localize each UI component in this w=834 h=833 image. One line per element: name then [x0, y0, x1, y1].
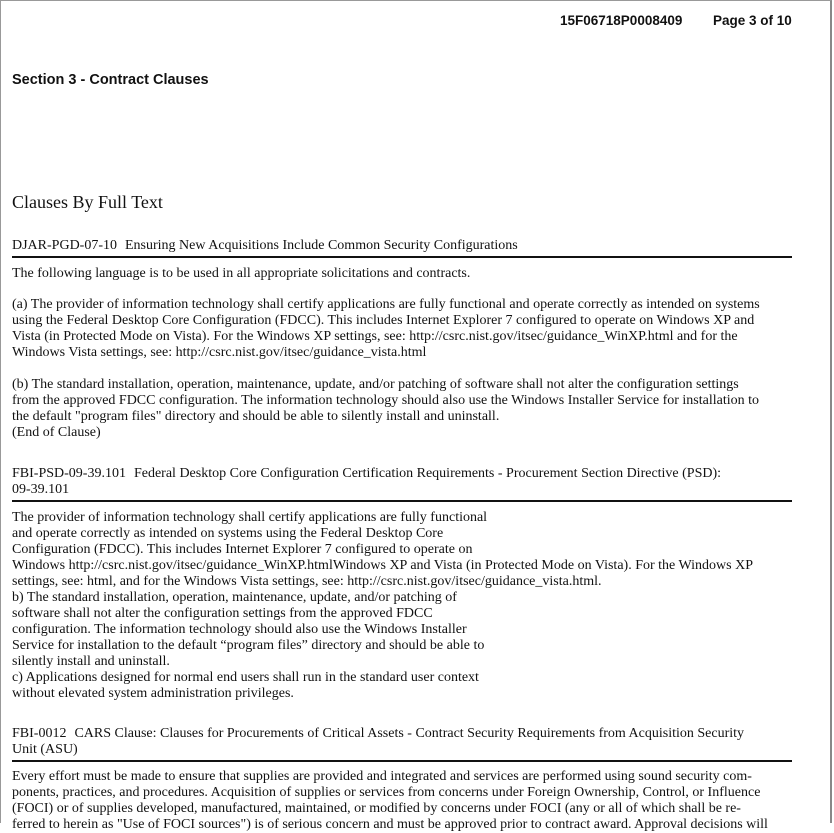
page-number: Page 3 of 10	[713, 13, 792, 28]
clause-title-continued: 09-39.101	[12, 482, 70, 497]
body-line: Configuration (FDCC). This includes Internet Explorer 7 configured to operate on	[12, 542, 473, 557]
clause-paragraph-a	[12, 297, 797, 361]
body-line: c) Applications designed for normal end users shall run in the standard user context	[12, 670, 479, 685]
body-line: Every effort must be made to ensure that supplies are provided and integrated and services are performed using sound security com-	[12, 769, 752, 784]
body-line: ferred to herein as "Use of FOCI sources") is of serious concern and must be approved prior to contract award. Approval decisions will	[12, 817, 768, 832]
body-line: b) The standard installation, operation, maintenance, update, and/or patching of	[12, 590, 457, 605]
intro-line: The following language is to be used in all appropriate solicitations and contracts.	[12, 266, 471, 281]
clause-heading-fbi-psd	[12, 466, 792, 502]
clause-title: CARS Clause: Clauses for Procurements of Critical Assets - Contract Security Requirements from Acquisition Security	[74, 726, 745, 741]
clause-code: FBI-0012	[12, 726, 67, 741]
paragraph-line: the default "program files" directory and should be able to silently install and uninstall.	[12, 409, 500, 424]
body-line: ponents, practices, and procedures. Acquisition of supplies or services from concerns under Foreign Ownership, Control, or Influence	[12, 785, 761, 800]
clause-code: DJAR-PGD-07-10	[12, 238, 117, 253]
paragraph-line: (a) The provider of information technology shall certify applications are fully functional and operate correctly as intended on systems	[12, 297, 760, 312]
clause-title-continued: Unit (ASU)	[12, 742, 78, 757]
clause-intro	[12, 266, 797, 282]
clause-paragraph-b	[12, 377, 797, 441]
body-line: silently install and uninstall.	[12, 654, 170, 669]
body-line: and operate correctly as intended on systems using the Federal Desktop Core	[12, 526, 444, 541]
body-line: settings, see: html, and for the Windows Vista settings, see: http://csrc.nist.gov/itsec/guidance_vista.html.	[12, 574, 602, 589]
body-line: Service for installation to the default “program files” directory and should be able to	[12, 638, 485, 653]
paragraph-line: from the approved FDCC configuration. The information technology should also use the Windows Installer Service for installation to	[12, 393, 759, 408]
body-line: software shall not alter the configuration settings from the approved FDCC	[12, 606, 433, 621]
clause-title: Federal Desktop Core Configuration Certification Requirements - Procurement Section Directive (PSD):	[133, 466, 722, 481]
paragraph-line: using the Federal Desktop Core Configuration (FDCC). This includes Internet Explorer 7 configured to operate on Windows XP and	[12, 313, 755, 328]
body-line: without elevated system administration privileges.	[12, 686, 294, 701]
clause-body	[12, 769, 797, 833]
end-of-clause: (End of Clause)	[12, 425, 101, 440]
body-line: Windows http://csrc.nist.gov/itsec/guidance_WinXP.htmlWindows XP and Vista (in Protected Mode on Vista). For the Windows XP	[12, 558, 753, 573]
clause-code: FBI-PSD-09-39.101	[12, 466, 126, 481]
clauses-heading: Clauses By Full Text	[12, 192, 163, 212]
paragraph-line: Windows Vista settings, see: http://csrc.nist.gov/itsec/guidance_vista.html	[12, 345, 427, 360]
clause-title: Ensuring New Acquisitions Include Common Security Configurations	[125, 238, 518, 253]
section-title: Section 3 - Contract Clauses	[12, 72, 209, 88]
clause-heading-djar	[12, 238, 792, 258]
body-line: The provider of information technology shall certify applications are fully functional	[12, 510, 488, 525]
paragraph-line: (b) The standard installation, operation, maintenance, update, and/or patching of software shall not alter the configuration settings	[12, 377, 739, 392]
body-line: configuration. The information technology should also use the Windows Installer	[12, 622, 467, 637]
body-line: (FOCI) or of supplies developed, manufactured, maintained, or modified by concerns under FOCI (any or all of which shall be re-	[12, 801, 741, 816]
clause-heading-fbi-0012	[12, 726, 792, 762]
paragraph-line: Vista (in Protected Mode on Vista). For the Windows XP settings, see: http://csrc.nist.gov/itsec/guidance_WinXP.html and for the	[12, 329, 738, 344]
contract-number: 15F06718P0008409	[560, 13, 683, 28]
clause-body	[12, 510, 797, 702]
